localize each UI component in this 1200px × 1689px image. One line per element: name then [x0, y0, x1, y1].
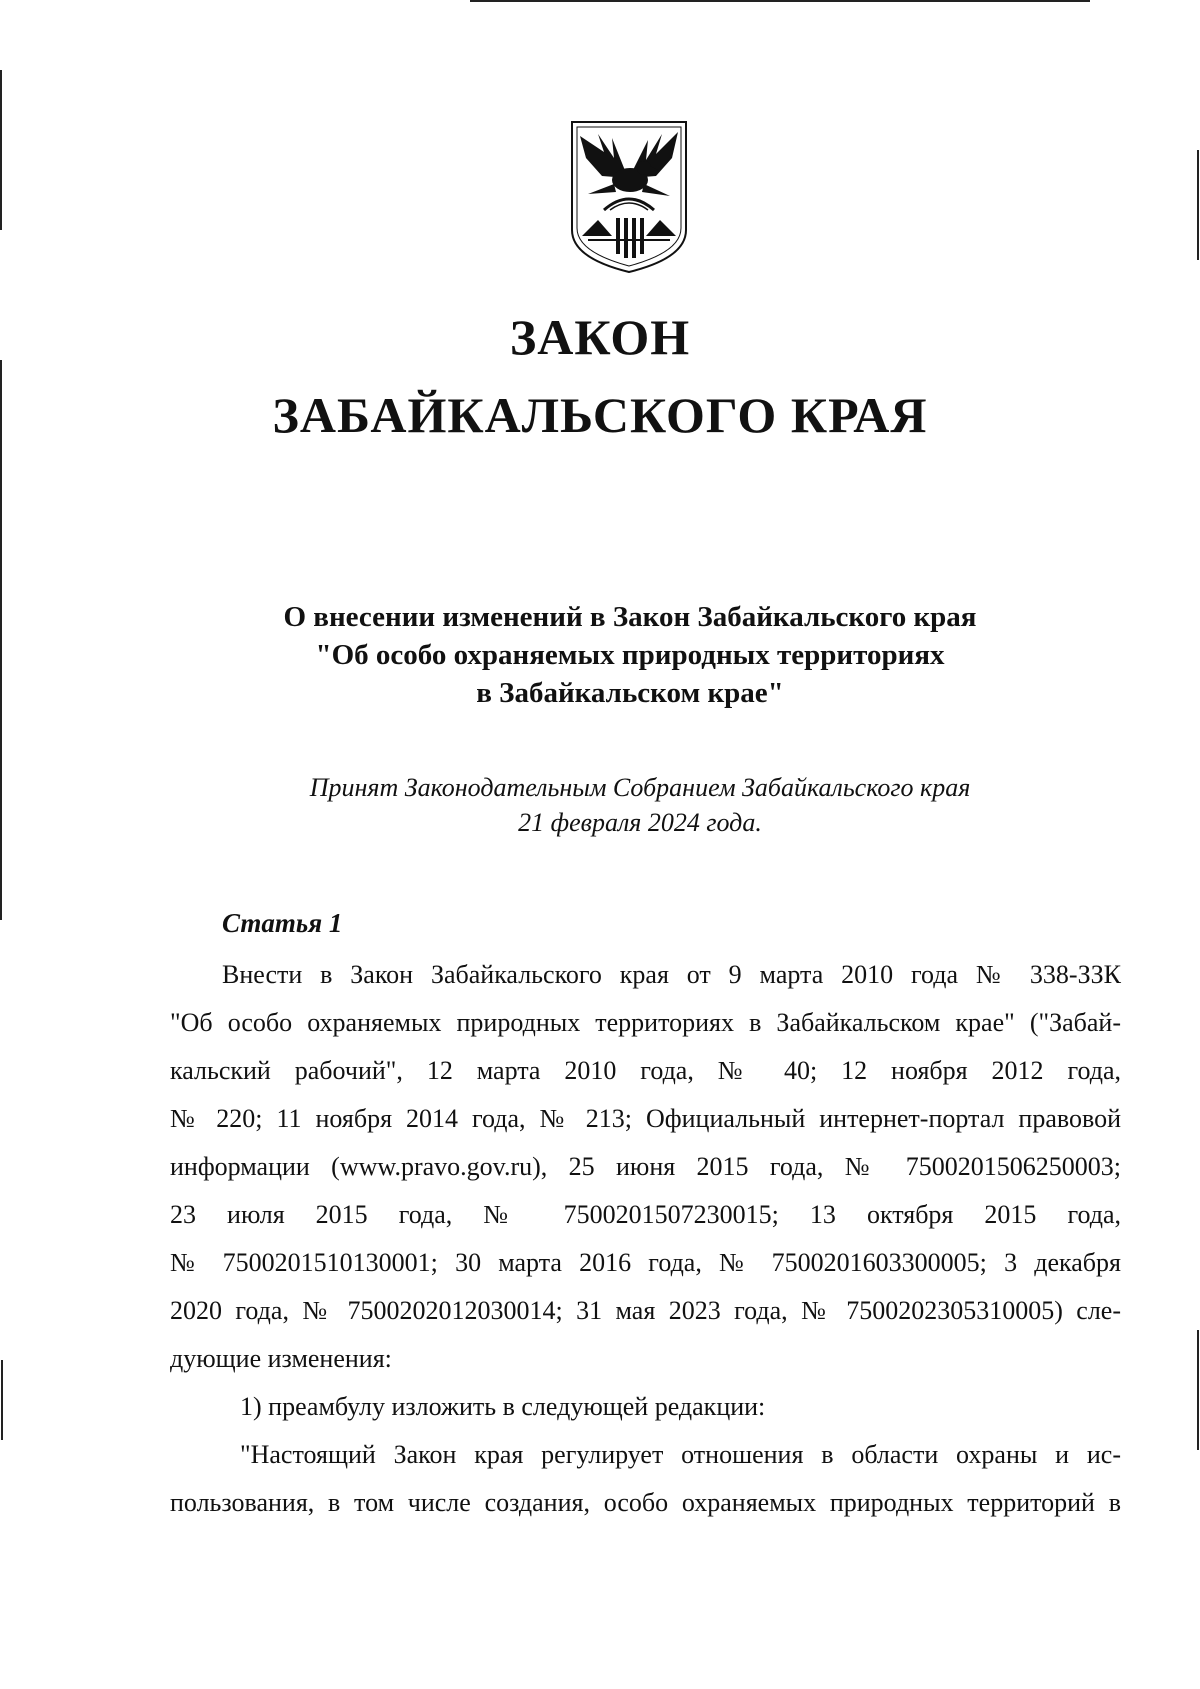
adoption-note	[150, 770, 1130, 840]
adoption-date: 21 февраля 2024 года.	[518, 808, 762, 837]
subject-line: "Об особо охраняемых природных территориях	[315, 639, 945, 671]
article-title: Статья 1	[222, 908, 343, 938]
subject-line: в Забайкальском крае"	[476, 677, 784, 709]
text-line: Внести в Закон Забайкальского края от 9 марта 2010 года № 338-ЗЗК	[222, 960, 1121, 989]
adoption-line: Принят Законодательным Собранием Забайкальского края	[309, 773, 971, 802]
text-line: кальский рабочий", 12 марта 2010 года, № 40; 12 ноября 2012 года,	[170, 1056, 1121, 1085]
scan-artifact-right	[1197, 1330, 1199, 1450]
text-line: "Об особо охраняемых природных территориях в Забайкальском крае" ("Забай-	[170, 1008, 1121, 1037]
text-line: 1) преамбулу изложить в следующей редакции:	[240, 1392, 766, 1421]
scan-artifact-right	[1197, 150, 1199, 260]
text-line: 23 июля 2015 года, № 7500201507230015; 13 октября 2015 года,	[170, 1200, 1121, 1229]
scan-artifact-left	[0, 70, 2, 230]
coat-of-arms-icon	[568, 118, 690, 276]
subject-line: О внесении изменений в Закон Забайкальского края	[283, 601, 977, 633]
text-line: 2020 года, № 7500202012030014; 31 мая 2023 года, № 7500202305310005) сле-	[170, 1296, 1121, 1325]
law-title-line1: ЗАКОН	[509, 309, 691, 365]
scan-artifact-top	[470, 0, 1090, 2]
law-title-line2: ЗАБАЙКАЛЬСКОГО КРАЯ	[272, 387, 928, 443]
scan-artifact-left	[1, 1360, 3, 1440]
text-line: № 7500201510130001; 30 марта 2016 года, № 7500201603300005; 3 декабря	[170, 1248, 1121, 1277]
text-line: пользования, в том числе создания, особо охраняемых природных территорий в	[170, 1488, 1121, 1517]
text-line: № 220; 11 ноября 2014 года, № 213; Официальный интернет-портал правовой	[170, 1104, 1121, 1133]
article-body	[170, 951, 1121, 1527]
scan-artifact-left	[0, 360, 2, 920]
text-line: "Настоящий Закон края регулирует отношения в области охраны и ис-	[240, 1440, 1121, 1469]
law-subject	[150, 598, 1110, 712]
text-line: информации (www.pravo.gov.ru), 25 июня 2015 года, № 7500201506250003;	[170, 1152, 1121, 1181]
text-line: дующие изменения:	[170, 1344, 392, 1373]
